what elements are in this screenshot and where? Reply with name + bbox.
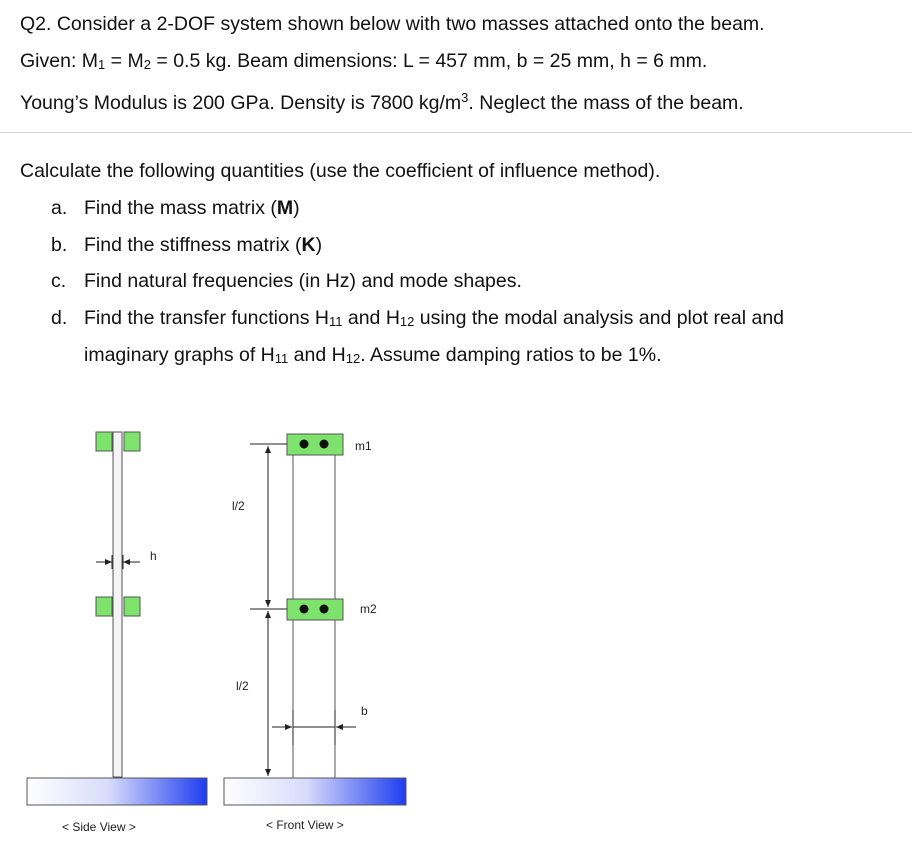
mass-2-bolt-left — [300, 605, 309, 614]
side-view — [27, 432, 207, 834]
h-label: h — [150, 549, 157, 563]
front-mass-1 — [287, 434, 343, 455]
problem-line-3: Young’s Modulus is 200 GPa. Density is 7800 $kg/m^3$. Neglect the mass of the beam. — [20, 90, 744, 114]
side-beam — [113, 432, 122, 777]
front-view — [224, 434, 406, 832]
front-base — [224, 778, 406, 805]
instructions: Calculate the following quantities (use the coefficient of influence method). — [20, 160, 661, 182]
mass-2-bolt-right — [320, 605, 329, 614]
mass-1-bolt-left — [300, 440, 309, 449]
side-mass-2-right — [124, 597, 140, 616]
side-mass-1-right — [124, 432, 140, 451]
front-mass-2 — [287, 599, 343, 620]
problem-line-2: Given: $M_1 = M_2 = 0.5$ kg. Beam dimensions: L = 457 mm, b = 25 mm, h = 6 mm. — [20, 50, 708, 72]
mass-1-bolt-right — [320, 440, 329, 449]
side-mass-1-left — [96, 432, 112, 451]
mass-1-label: m1 — [355, 439, 372, 453]
b-label: b — [361, 704, 368, 718]
front-view-caption: < Front View > — [266, 818, 344, 832]
problem-line-1: Q2. Consider a 2-DOF system shown below with two masses attached onto the beam. — [20, 13, 765, 35]
mass-2-label: m2 — [360, 602, 377, 616]
half-length-bottom-label: l/2 — [236, 679, 249, 693]
side-mass-2-left — [96, 597, 112, 616]
side-base — [27, 778, 207, 805]
half-length-top-label: l/2 — [232, 499, 245, 513]
side-view-caption: < Side View > — [62, 820, 136, 834]
